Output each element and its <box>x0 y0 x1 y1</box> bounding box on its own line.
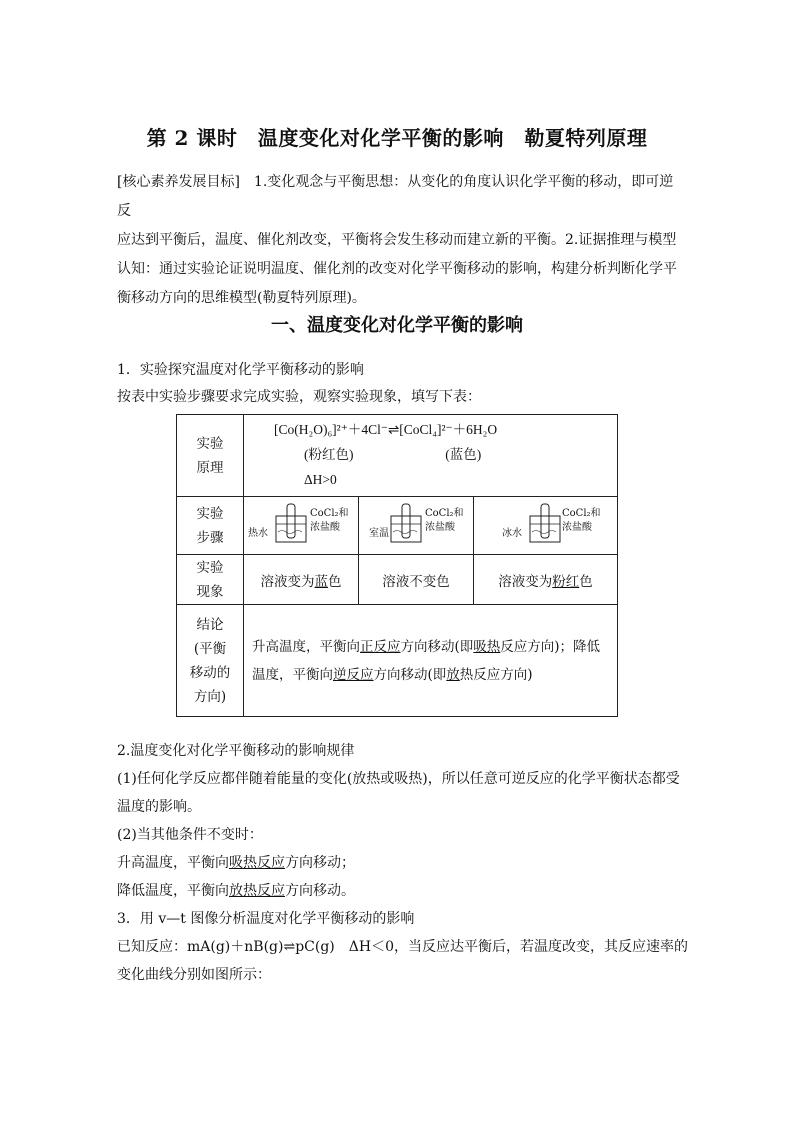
phenomenon-row <box>177 555 618 605</box>
goals-line-3: 认知：通过实验论证说明温度、催化剂的改变对化学平衡移动的影响，构建分析判断化学平 <box>117 261 677 277</box>
step-header: 实验步骤 <box>177 497 244 555</box>
solution-label-a: CoCl₂和 <box>310 507 349 519</box>
solution-label-b: 浓盐酸 <box>562 521 592 533</box>
subsection-1-heading: 1．实验探究温度对化学平衡移动的影响 <box>117 362 364 378</box>
conclusion-row <box>177 605 618 717</box>
phenomenon-header: 实验现象 <box>177 555 244 605</box>
subsection-2-heading: 2.温度变化对化学平衡移动的影响规律 <box>117 743 355 759</box>
beaker-icon <box>526 502 566 546</box>
answer-blank: 吸热反应 <box>229 855 285 871</box>
solution-label-b: 浓盐酸 <box>425 521 455 533</box>
water-label: 冰水 <box>502 527 522 539</box>
experiment-table <box>176 414 618 717</box>
phenomenon-hot: 溶液变为蓝色 <box>244 555 359 605</box>
solution-label-a: CoCl₂和 <box>562 507 601 519</box>
conclusion-header: 结论(平衡移动的方向) <box>177 605 244 717</box>
solution-label-a: CoCl₂和 <box>425 507 464 519</box>
answer-blank: 放热反应 <box>229 883 285 899</box>
water-label: 热水 <box>248 527 268 539</box>
pink-label: (粉红色) <box>304 447 354 462</box>
goals-line-1: [核心素养发展目标] 1.变化观念与平衡思想：从变化的角度认识化学平衡的移动，即可逆反 <box>117 174 674 219</box>
equilibrium-equation: [Co(H₂O)₆]²⁺＋4Cl⁻⇌[CoCl₄]²⁻＋6H₂O <box>274 422 498 437</box>
beaker-icon <box>272 502 312 546</box>
answer-blank: 放 <box>446 666 460 683</box>
conclusion-content: 升高温度，平衡向正反应方向移动(即吸热反应方向)；降低 温度，平衡向逆反应方向移动(即放热反应方向) <box>244 605 618 717</box>
answer-blank: 逆反应 <box>333 666 374 683</box>
instruction-text: 按表中实验步骤要求完成实验，观察实验现象，填写下表： <box>117 389 481 405</box>
answer-blank: 正反应 <box>360 638 401 655</box>
rule-line-2: 温度的影响。 <box>117 799 201 815</box>
reaction-line: 已知反应：mA(g)＋nB(g)⇌pC(g) ΔH＜0，当反应达平衡后，若温度改变，其反应速率的 <box>117 939 688 955</box>
rule-line-3: (2)当其他条件不变时： <box>117 827 263 843</box>
color-labels <box>304 442 611 467</box>
blue-label: (蓝色) <box>445 447 482 462</box>
step-cell-ice <box>474 497 618 555</box>
goals-line-2: 应达到平衡后，温度、催化剂改变，平衡将会发生移动而建立新的平衡。2.证据推理与模型 <box>117 232 677 248</box>
principle-header: 实验原理 <box>177 415 244 497</box>
delta-h: ΔH>0 <box>304 472 337 487</box>
curve-intro-line: 变化曲线分别如图所示： <box>117 967 271 983</box>
subsection-3-heading: 3．用 v—t 图像分析温度对化学平衡移动的影响 <box>117 911 415 927</box>
step-cell-room <box>359 497 474 555</box>
rule-line-1: (1)任何化学反应都伴随着能量的变化(放热或吸热)，所以任意可逆反应的化学平衡状态都受 <box>117 771 680 787</box>
phenomenon-ice: 溶液变为粉红色 <box>474 555 618 605</box>
answer-blank: 吸热 <box>473 638 501 655</box>
principle-content <box>244 415 618 497</box>
goals-line-4: 衡移动方向的思维模型(勒夏特列原理)。 <box>117 290 366 306</box>
answer-blank: 粉红 <box>552 573 580 590</box>
lesson-title: 第 2 课时 温度变化对化学平衡的影响 勒夏特列原理 <box>146 126 648 150</box>
step-row <box>177 497 618 555</box>
beaker-icon <box>387 502 427 546</box>
water-label: 室温 <box>369 527 389 539</box>
answer-blank: 蓝 <box>314 573 328 590</box>
phenomenon-room: 溶液不变色 <box>359 555 474 605</box>
step-cell-hot <box>244 497 359 555</box>
core-goals-paragraph <box>117 168 677 313</box>
principle-row <box>177 415 618 497</box>
solution-label-b: 浓盐酸 <box>310 521 340 533</box>
rule-line-4: 升高温度，平衡向吸热反应方向移动； <box>117 855 355 871</box>
rule-line-5: 降低温度，平衡向放热反应方向移动。 <box>117 883 355 899</box>
section-heading: 一、温度变化对化学平衡的影响 <box>271 315 523 336</box>
